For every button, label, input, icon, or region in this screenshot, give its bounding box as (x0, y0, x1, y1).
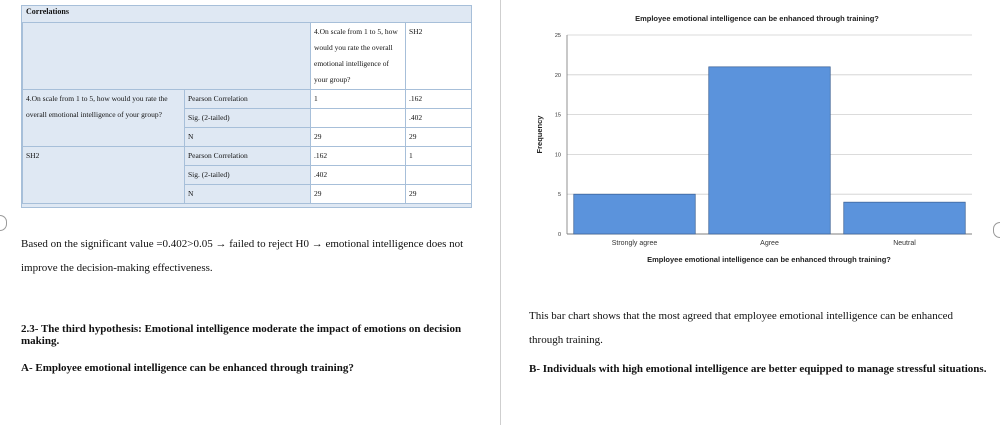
chart-summary-paragraph: This bar chart shows that the most agreed that employee emotional intelligence can be enhanced through training. (529, 310, 953, 346)
y-tick-label: 15 (554, 112, 561, 119)
bar-neutral (844, 202, 966, 234)
page-divider (500, 0, 501, 425)
correlations-table (21, 5, 472, 208)
bar-strongly-agree (574, 194, 696, 234)
table-row (23, 90, 472, 109)
x-tick-label: Neutral (893, 240, 916, 247)
stat-label: N (185, 128, 311, 147)
cell-value: 29 (311, 128, 406, 147)
cell-value: .402 (311, 166, 406, 185)
right-edge-marker (993, 222, 1000, 238)
cell-value: 1 (311, 90, 406, 109)
y-tick-label: 25 (554, 33, 561, 39)
subheading-a: A- Employee emotional intelligence can be enhanced through training? (21, 362, 354, 374)
cell-value (406, 166, 472, 185)
cell-value: .402 (406, 109, 472, 128)
stat-label: Pearson Correlation (185, 90, 311, 109)
x-tick-label: Agree (760, 240, 779, 247)
correlations-grid (22, 22, 472, 204)
subheading-b: B- Individuals with high emotional intelligence are better equipped to manage stressful situations. (529, 363, 987, 375)
cell-value: 29 (406, 128, 472, 147)
table-caption: Correlations (26, 7, 69, 16)
cell-value: 29 (406, 185, 472, 204)
header-col-sh2: SH2 (406, 23, 472, 90)
cell-value: .162 (311, 147, 406, 166)
header-col-q4: 4.On scale from 1 to 5, how would you rate the overall emotional intelligence of your group? (311, 23, 406, 90)
cell-value (311, 109, 406, 128)
y-tick-label: 10 (554, 152, 561, 159)
stat-label: Sig. (2-tailed) (185, 109, 311, 128)
cell-value: 29 (311, 185, 406, 204)
row-label-q4: 4.On scale from 1 to 5, how would you rate the overall emotional intelligence of your group? (23, 90, 185, 147)
x-tick-label: Strongly agree (611, 240, 658, 247)
bar-chart (529, 8, 984, 270)
conclusion-paragraph: Based on the significant value =0.402>0.05 → failed to reject H0 → emotional intelligence does not improve the decision-making effectiveness. (21, 238, 464, 274)
header-blank (23, 23, 311, 90)
cell-value: .162 (406, 90, 472, 109)
y-tick-label: 5 (557, 192, 561, 199)
row-label-sh2: SH2 (23, 147, 185, 204)
stat-label: Pearson Correlation (185, 147, 311, 166)
x-axis-label: Employee emotional intelligence can be enhanced through training? (647, 255, 891, 264)
chart-title: Employee emotional intelligence can be enhanced through training? (635, 14, 879, 23)
hypothesis-heading: 2.3- The third hypothesis: Emotional intelligence moderate the impact of emotions on decision making. (21, 323, 462, 347)
y-axis-label: Frequency (535, 115, 544, 154)
bar-chart-svg (529, 8, 984, 270)
stat-label: Sig. (2-tailed) (185, 166, 311, 185)
table-row (23, 147, 472, 166)
y-tick-label: 0 (557, 232, 561, 238)
cell-value: 1 (406, 147, 472, 166)
bar-agree (709, 67, 831, 234)
y-tick-label: 20 (554, 72, 561, 79)
table-header-row (23, 23, 472, 90)
stat-label: N (185, 185, 311, 204)
